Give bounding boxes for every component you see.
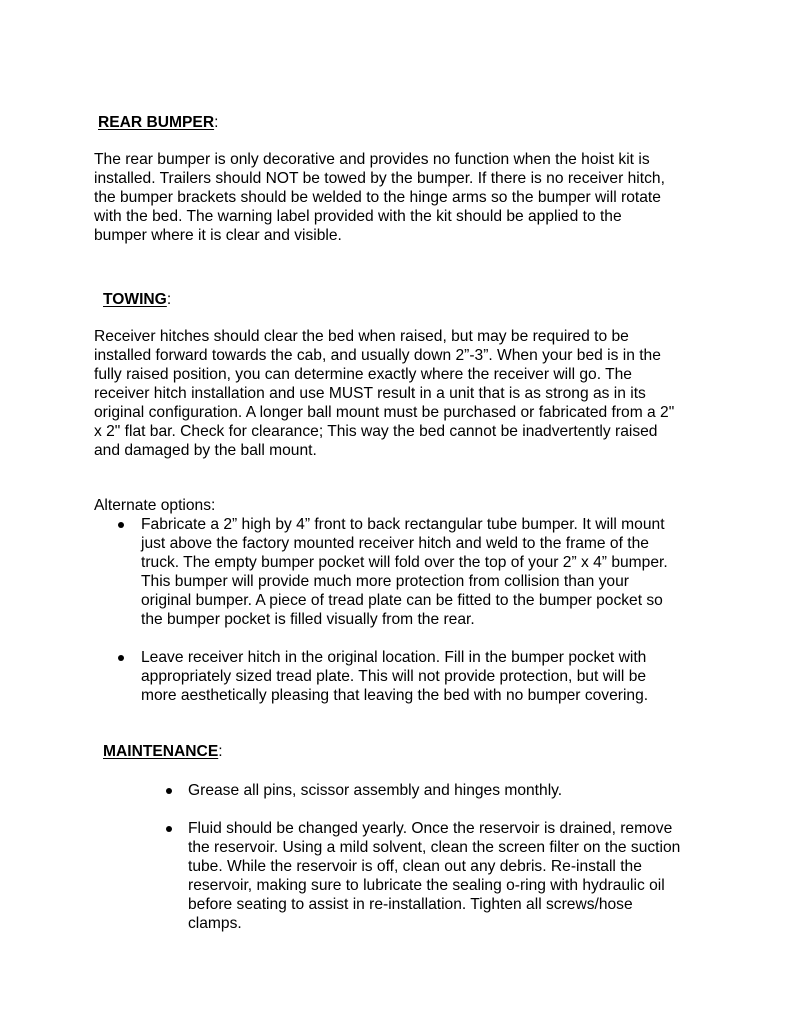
list-item-line: Leave receiver hitch in the original location. Fill in the bumper pocket with [141, 649, 647, 666]
list-item-line: the bumper pocket is filled visually from the rear. [141, 611, 475, 628]
paragraph-line: installed. Trailers should NOT be towed by the bumper. If there is no receiver hitch, [94, 170, 665, 187]
list-item-line: clamps. [188, 915, 242, 932]
list-item-line: appropriately sized tread plate. This will not provide protection, but will be [141, 668, 647, 685]
list-item-line: the reservoir. Using a mild solvent, clean the screen filter on the suction [188, 839, 681, 856]
list-item-line: original bumper. A piece of tread plate can be fitted to the bumper pocket so [141, 592, 663, 609]
bullet-icon [118, 522, 124, 528]
bullet-icon [166, 826, 172, 832]
paragraph-line: x 2" flat bar. Check for clearance; This way the bed cannot be inadvertently raised [94, 423, 658, 440]
towing-heading-colon: : [166, 291, 172, 308]
paragraph-line: installed forward towards the cab, and usually down 2”-3”. When your bed is in the [94, 347, 661, 364]
list-item-line: more aesthetically pleasing that leaving the bed with no bumper covering. [141, 687, 649, 704]
paragraph-line: with the bed. The warning label provided with the kit should be applied to the [94, 208, 622, 225]
maintenance-heading-colon: : [218, 743, 223, 760]
paragraph-line: original configuration. A longer ball mount must be purchased or fabricated from a 2" [94, 404, 675, 421]
bullet-icon [166, 788, 172, 794]
towing-heading-text: TOWING [103, 291, 167, 308]
paragraph-line: Receiver hitches should clear the bed when raised, but may be required to be [94, 328, 629, 345]
paragraph-line: bumper where it is clear and visible. [94, 227, 342, 244]
list-item-line: before seating to assist in re-installation. Tighten all screws/hose [188, 896, 633, 913]
list-item-line: reservoir, making sure to lubricate the sealing o-ring with hydraulic oil [188, 877, 665, 894]
towing-paragraph [94, 327, 706, 460]
list-item-line: truck. The empty bumper pocket will fold over the top of your 2” x 4” bumper. [141, 554, 668, 571]
list-item-line: just above the factory mounted receiver hitch and weld to the frame of the [141, 535, 649, 552]
towing-heading [103, 290, 171, 309]
paragraph-line: and damaged by the ball mount. [94, 442, 317, 459]
maintenance-heading [103, 742, 223, 761]
list-item [188, 819, 748, 933]
list-item [188, 781, 748, 800]
rear-bumper-heading-text: REAR BUMPER [98, 114, 215, 131]
alternate-options-list [141, 515, 741, 705]
maintenance-heading-text: MAINTENANCE [103, 743, 219, 760]
rear-bumper-paragraph [94, 150, 706, 245]
paragraph-line: the bumper brackets should be welded to the hinge arms so the bumper will rotate [94, 189, 661, 206]
maintenance-list [188, 781, 748, 933]
paragraph-line: receiver hitch installation and use MUST result in a unit that is as strong as in its [94, 385, 646, 402]
rear-bumper-heading [98, 113, 218, 132]
paragraph-line: The rear bumper is only decorative and provides no function when the hoist kit is [94, 151, 650, 168]
list-item-line: tube. While the reservoir is off, clean out any debris. Re-install the [188, 858, 642, 875]
bullet-icon [118, 655, 124, 661]
paragraph-line: fully raised position, you can determine exactly where the receiver will go. The [94, 366, 632, 383]
list-item-line: Grease all pins, scissor assembly and hinges monthly. [188, 782, 563, 799]
list-item-line: Fluid should be changed yearly. Once the reservoir is drained, remove [188, 820, 673, 837]
list-item-line: This bumper will provide much more protection from collision than your [141, 573, 629, 590]
rear-bumper-heading-colon: : [214, 114, 219, 131]
list-item [141, 515, 741, 629]
alternate-options-text: Alternate options: [94, 497, 216, 514]
alternate-options-label [94, 496, 706, 515]
list-item [141, 648, 741, 705]
list-item-line: Fabricate a 2” high by 4” front to back rectangular tube bumper. It will mount [141, 516, 665, 533]
